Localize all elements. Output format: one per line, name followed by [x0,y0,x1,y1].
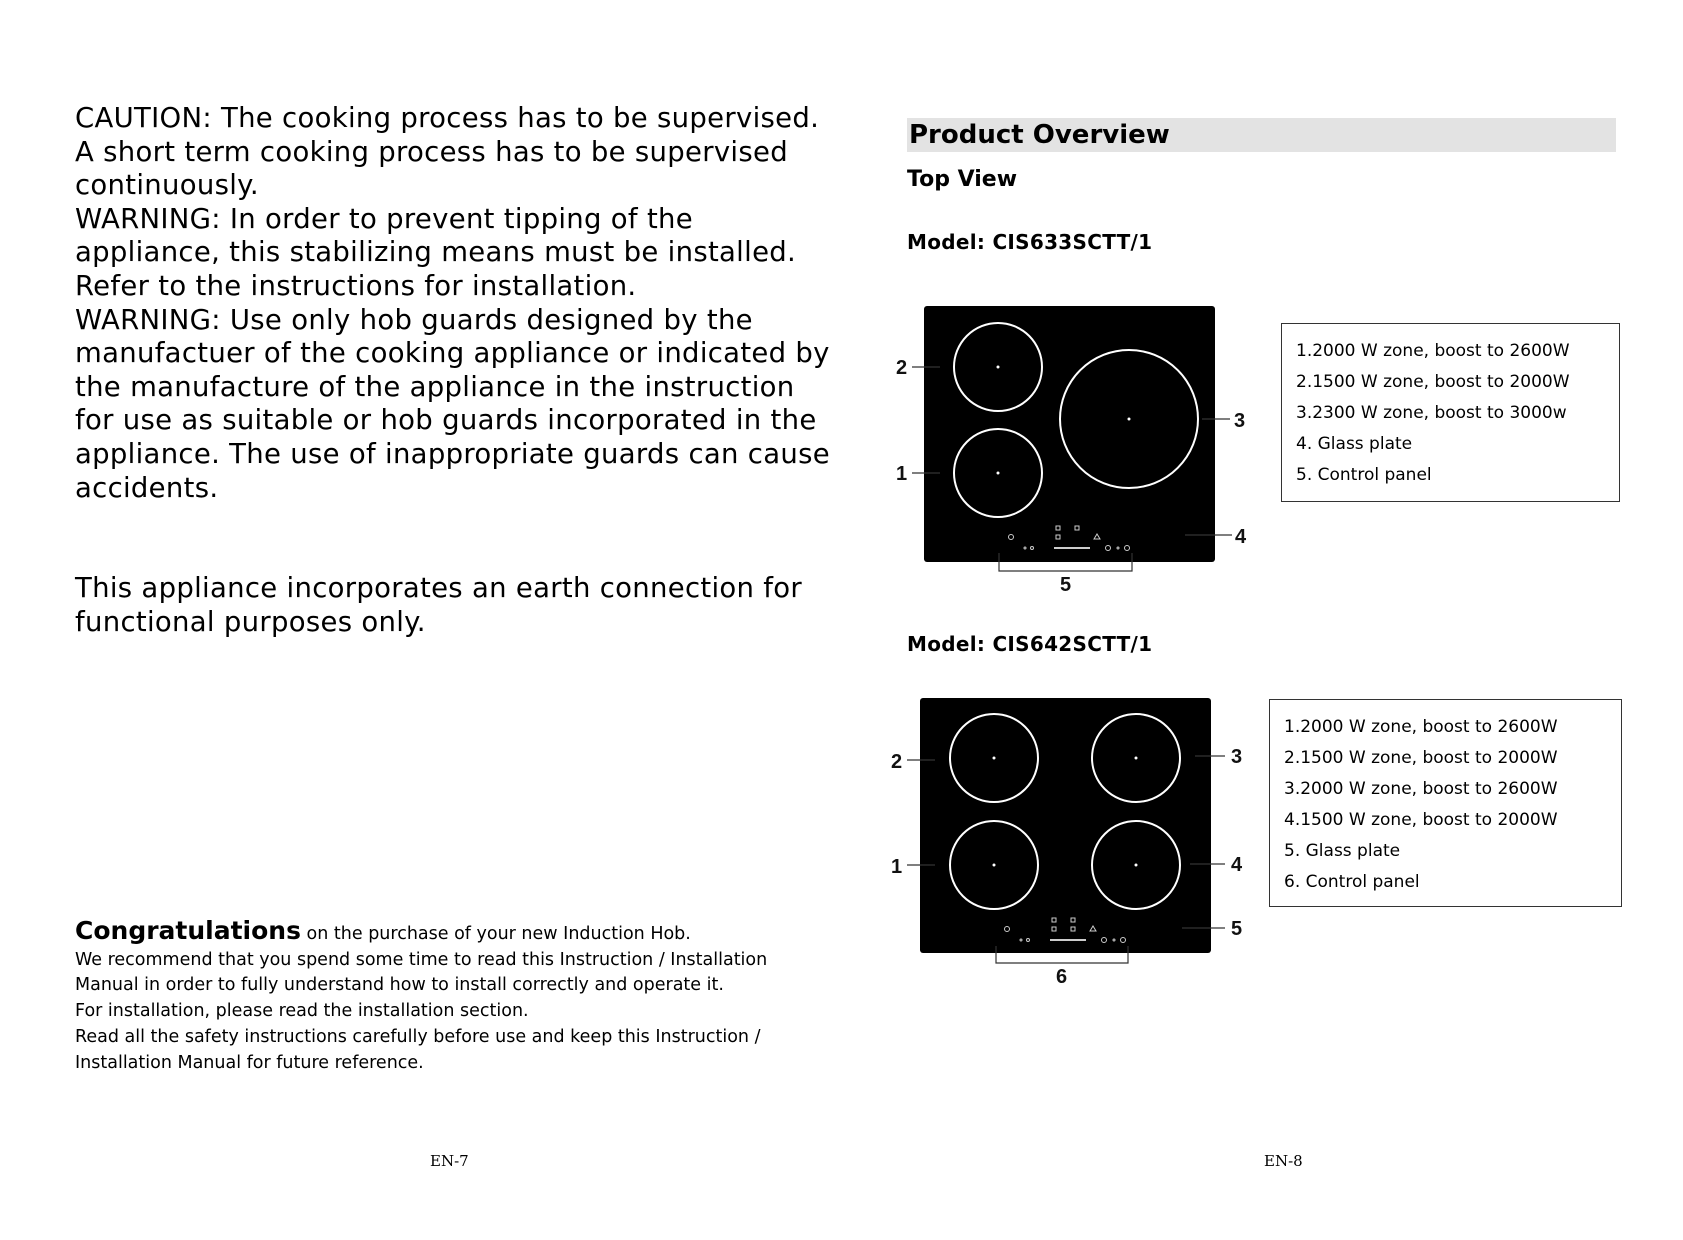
legend-item: 5. Control panel [1296,465,1432,485]
legend-item: 1.2000 W zone, boost to 2600W [1284,717,1558,737]
congratulations-rest: on the purchase of your new Induction Hob. [300,924,691,944]
callout-3: 3 [1231,746,1243,768]
callout-2: 2 [896,357,908,379]
congrats-line: Read all the safety instructions carefully before use and keep this Instruction / [75,1026,761,1047]
legend-item: 3.2000 W zone, boost to 2600W [1284,779,1558,799]
legend-item: 3.2300 W zone, boost to 3000w [1296,403,1567,423]
section-title: Product Overview [907,118,1616,152]
glass-plate [920,698,1211,953]
callout-4: 4 [1235,526,1247,548]
congrats-line: We recommend that you spend some time to read this Instruction / Installation [75,949,768,970]
callout-1: 1 [891,856,903,878]
callout-1: 1 [896,463,908,485]
hob-3-zone-diagram [890,300,1260,600]
page-number-left: EN-7 [430,1152,469,1170]
warning-hob-guards-text: WARNING: Use only hob guards designed by the manufactuer of the cooking appliance or indicated by the manufacture of the appliance in the instruction for use as suitable or hob guards incorporated in the appliance. The use of inappropriate guards can cause accidents. [75,303,830,504]
earth-connection-note: This appliance incorporates an earth connection for functional purposes only. [75,572,802,638]
caution-text: CAUTION: The cooking process has to be supervised. A short term cooking process has to be supervised continuously. [75,102,820,202]
congrats-line: For installation, please read the installation section. [75,1001,529,1022]
model-2-legend [1269,699,1622,907]
legend-item: 1.2000 W zone, boost to 2600W [1296,341,1570,361]
congrats-line: Manual in order to fully understand how to install correctly and operate it. [75,975,724,996]
hob-4-zone-diagram [885,690,1255,990]
glass-plate [924,306,1215,562]
callout-2: 2 [891,751,903,773]
callout-5: 5 [1231,918,1243,940]
callout-5: 5 [1060,574,1072,596]
congratulations-heading: Congratulations [75,916,301,945]
congrats-line: Installation Manual for future reference. [75,1052,424,1073]
model-1-legend [1281,323,1620,502]
callout-4: 4 [1231,854,1243,876]
legend-item: 4.1500 W zone, boost to 2000W [1284,810,1558,830]
page-number-right: EN-8 [1264,1152,1303,1170]
congratulations-section [75,918,835,1076]
legend-item: 2.1500 W zone, boost to 2000W [1284,748,1558,768]
subtitle-top-view: Top View [907,167,1018,192]
legend-item: 6. Control panel [1284,872,1420,892]
safety-warnings [75,102,835,505]
callout-3: 3 [1234,410,1246,432]
model-2-name: Model: CIS642SCTT/1 [907,632,1153,656]
warning-tipping-text: WARNING: In order to prevent tipping of the appliance, this stabilizing means must be installed. Refer to the instructions for installation. [75,202,797,302]
legend-item: 4. Glass plate [1296,434,1413,454]
callout-6: 6 [1056,966,1068,988]
legend-item: 5. Glass plate [1284,841,1401,861]
legend-item: 2.1500 W zone, boost to 2000W [1296,372,1570,392]
model-1-name: Model: CIS633SCTT/1 [907,230,1153,254]
